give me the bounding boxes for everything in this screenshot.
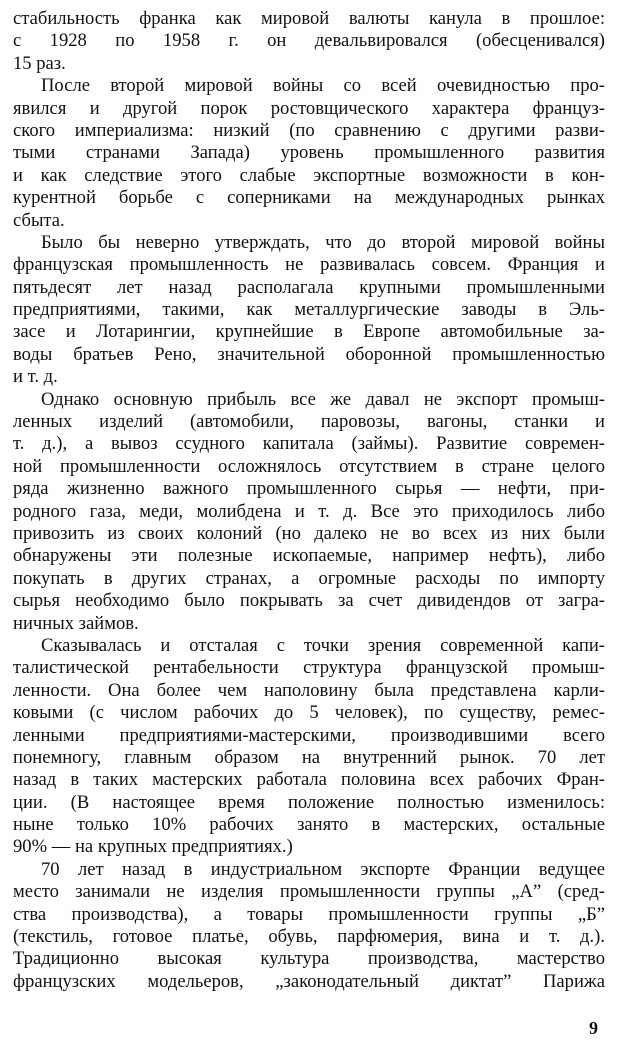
text-line: Было бы неверно утверждать, что до второй мировой войны <box>41 231 605 253</box>
text-line: покупать в других странах, а огромные расходы по импорту <box>13 567 605 589</box>
text-line: ции. (В настоящее время положение полностью изменилось: <box>13 791 605 813</box>
text-line: Однако основную прибыль все же давал не экспорт промыш- <box>41 388 605 410</box>
text-line: Сказывалась и отсталая с точки зрения современной капи- <box>41 634 605 656</box>
text-line: родного газа, меди, молибдена и т. д. Все это приходилось либо <box>13 500 605 522</box>
text-line: засе и Лотарингии, крупнейшие в Европе автомобильные за- <box>13 321 605 343</box>
text-line: ленными предприятиями-мастерскими, производившими всего <box>13 724 605 746</box>
text-line: ряда жизненно важного промышленного сырья — нефти, при- <box>13 478 605 500</box>
text-line: Традиционно высокая культура производства, мастерство <box>13 948 605 970</box>
text-line: понемногу, главным образом на внутренний рынок. 70 лет <box>13 746 605 768</box>
text-line: назад в таких мастерских работала половина всех рабочих Фран- <box>13 769 605 791</box>
text-line: место занимали не изделия промышленности группы „А” (сред- <box>13 881 605 903</box>
text-line: ства производства), а товары промышленности группы „Б” <box>13 903 605 925</box>
text-line: 15 раз. <box>13 52 66 74</box>
text-line: стабильность франка как мировой валюты канула в прошлое: <box>13 8 605 29</box>
text-line: воды братьев Рено, значительной оборонной промышленностью <box>13 343 605 365</box>
text-line: обнаружены эти полезные ископаемые, например нефть), либо <box>13 545 605 567</box>
text-line: сырья необходимо было покрывать за счет дивидендов от загра- <box>13 590 605 612</box>
text-line: ковыми (с числом рабочих до 5 человек), по существу, ремес- <box>13 702 605 724</box>
text-line: ленности. Она более чем наполовину была представлена карли- <box>13 679 605 701</box>
text-line: курентной борьбе с соперниками на международных рынках <box>13 187 605 209</box>
text-line: и т. д. <box>13 366 58 388</box>
text-line: (текстиль, готовое платье, обувь, парфюмерия, вина и т. д.). <box>13 926 605 948</box>
body-text <box>13 8 605 993</box>
text-line: ныне только 10% рабочих занято в мастерских, остальные <box>13 814 605 836</box>
text-line: ничных займов. <box>13 612 139 634</box>
text-line: привозить из своих колоний (но далеко не во всех из них были <box>13 522 605 544</box>
text-line: т. д.), а вывоз ссудного капитала (займы). Развитие современ- <box>13 433 605 455</box>
text-line: пятьдесят лет назад располагала крупными промышленными <box>13 276 605 298</box>
text-line: французская промышленность не развивалась совсем. Франция и <box>13 254 605 276</box>
text-line: ского империализма: низкий (по сравнению с другими разви- <box>13 119 605 141</box>
text-line: ной промышленности осложнялось отсутствием в стране целого <box>13 455 605 477</box>
text-line: После второй мировой войны со всей очевидностью про- <box>41 75 605 97</box>
text-line: предприятиями, такими, как металлургические заводы в Эль- <box>13 299 605 321</box>
text-line: талистической рентабельности структура французской промыш- <box>13 657 605 679</box>
text-line: 90% — на крупных предприятиях.) <box>13 836 293 858</box>
text-line: тыми странами Запада) уровень промышленного развития <box>13 142 605 164</box>
text-line: 70 лет назад в индустриальном экспорте Франции ведущее <box>41 858 605 880</box>
page-number: 9 <box>589 1018 598 1038</box>
text-line: французских модельеров, „законодательный диктат” Парижа <box>13 970 605 992</box>
text-line: ленных изделий (автомобили, паровозы, вагоны, станки и <box>13 411 605 433</box>
text-line: явился и другой порок ростовщического характера француз- <box>13 97 605 119</box>
text-line: с 1928 по 1958 г. он девальвировался (обесценивался) <box>13 30 605 52</box>
text-line: и как следствие этого слабые экспортные возможности в кон- <box>13 164 605 186</box>
text-line: сбыта. <box>13 209 65 231</box>
